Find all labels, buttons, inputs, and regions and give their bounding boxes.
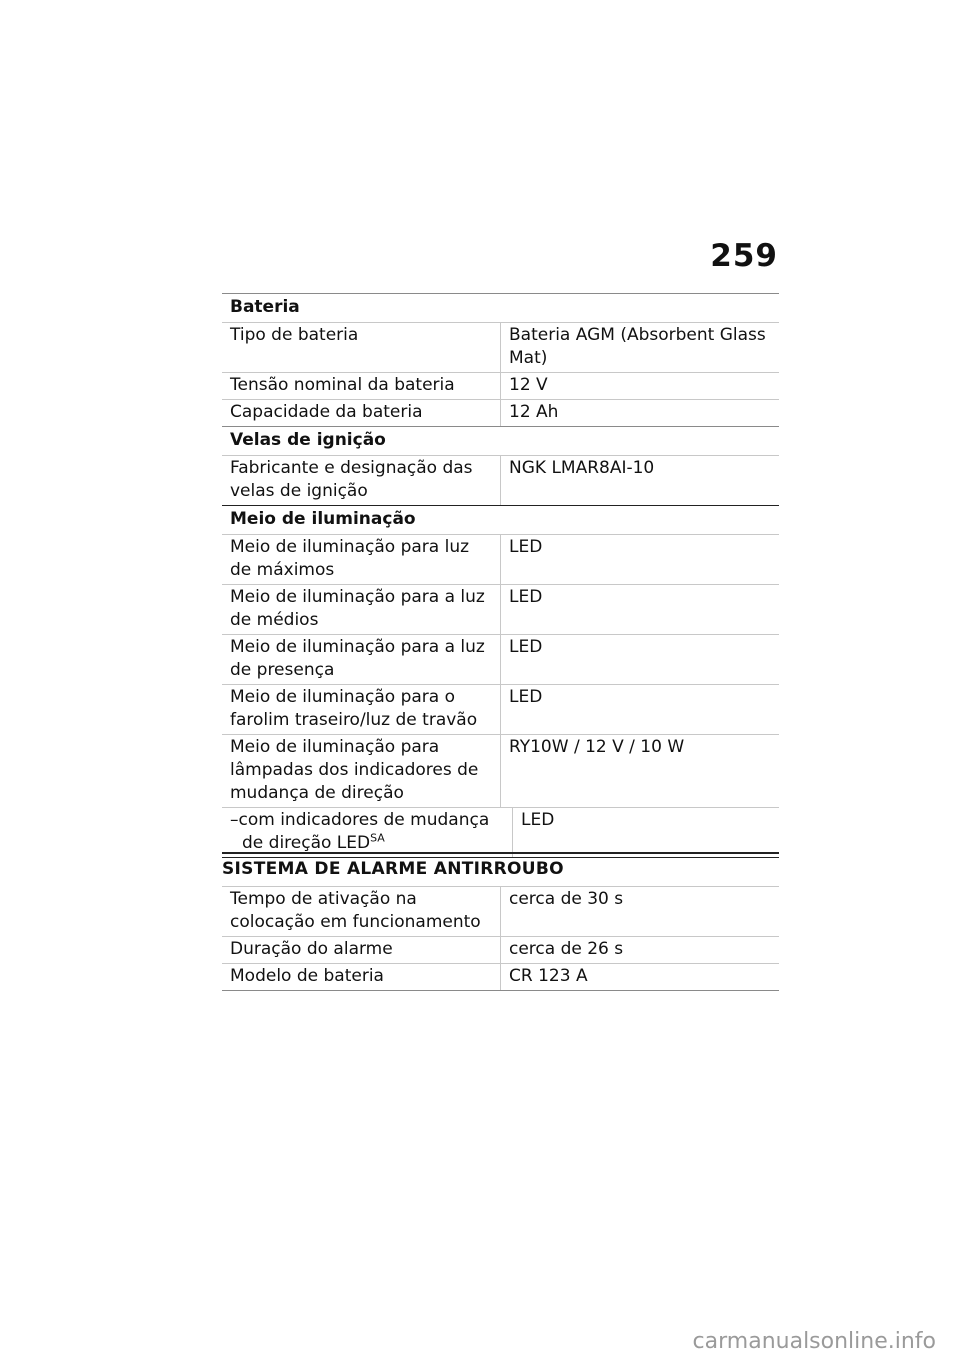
table-row bbox=[222, 684, 779, 734]
row-value: LED bbox=[509, 687, 543, 707]
row-label: Duração do alarme bbox=[222, 937, 501, 963]
row-value: CR 123 A bbox=[509, 966, 588, 986]
row-value: cerca de 30 s bbox=[509, 889, 624, 909]
row-value: LED bbox=[509, 537, 543, 557]
row-value: LED bbox=[509, 637, 543, 657]
row-value: 12 V bbox=[509, 375, 548, 395]
table-row bbox=[222, 455, 779, 505]
row-label-text: –com indicadores de mudança de direção LED bbox=[230, 810, 490, 853]
spec-table bbox=[222, 293, 779, 858]
row-label: Meio de iluminação para o farolim traseiro/luz de travão bbox=[222, 685, 501, 734]
table-row bbox=[222, 634, 779, 684]
row-label: Tensão nominal da bateria bbox=[222, 373, 501, 399]
row-value: LED bbox=[509, 587, 543, 607]
row-value: RY10W / 12 V / 10 W bbox=[509, 737, 685, 757]
row-label: Meio de iluminação para a luz de presença bbox=[222, 635, 501, 684]
table-row bbox=[222, 734, 779, 807]
section-title-alarm: SISTEMA DE ALARME ANTIRROUBO bbox=[222, 852, 779, 886]
alarm-table bbox=[222, 852, 779, 991]
row-value: NGK LMAR8AI-10 bbox=[509, 458, 655, 478]
row-value: Bateria AGM (Absorbent Glass Mat) bbox=[509, 325, 766, 368]
row-label: Tipo de bateria bbox=[222, 323, 501, 372]
row-label: Meio de iluminação para luz de máximos bbox=[222, 535, 501, 584]
table-row bbox=[222, 963, 779, 991]
page-number: 259 bbox=[710, 238, 778, 274]
table-row bbox=[222, 399, 779, 426]
table-row bbox=[222, 372, 779, 399]
table-row bbox=[222, 584, 779, 634]
row-label bbox=[222, 808, 513, 857]
row-value: cerca de 26 s bbox=[509, 939, 624, 959]
row-label: Capacidade da bateria bbox=[222, 400, 501, 426]
row-value: LED bbox=[521, 810, 555, 830]
section-title-lighting: Meio de iluminação bbox=[222, 505, 779, 534]
row-value: 12 Ah bbox=[509, 402, 559, 422]
footnote-marker: SA bbox=[370, 831, 385, 845]
table-row bbox=[222, 534, 779, 584]
section-title-spark-plugs: Velas de ignição bbox=[222, 426, 779, 455]
row-label: Modelo de bateria bbox=[222, 964, 501, 990]
row-label: Meio de iluminação para lâmpadas dos indicadores de mudança de direção bbox=[222, 735, 501, 807]
row-label: Tempo de ativação na colocação em funcionamento bbox=[222, 887, 501, 936]
table-row bbox=[222, 807, 779, 858]
table-row bbox=[222, 936, 779, 963]
table-row bbox=[222, 886, 779, 936]
row-label: Meio de iluminação para a luz de médios bbox=[222, 585, 501, 634]
table-row bbox=[222, 322, 779, 372]
row-label: Fabricante e designação das velas de ignição bbox=[222, 456, 501, 505]
section-title-battery: Bateria bbox=[222, 293, 779, 322]
watermark: carmanualsonline.info bbox=[692, 1329, 936, 1354]
